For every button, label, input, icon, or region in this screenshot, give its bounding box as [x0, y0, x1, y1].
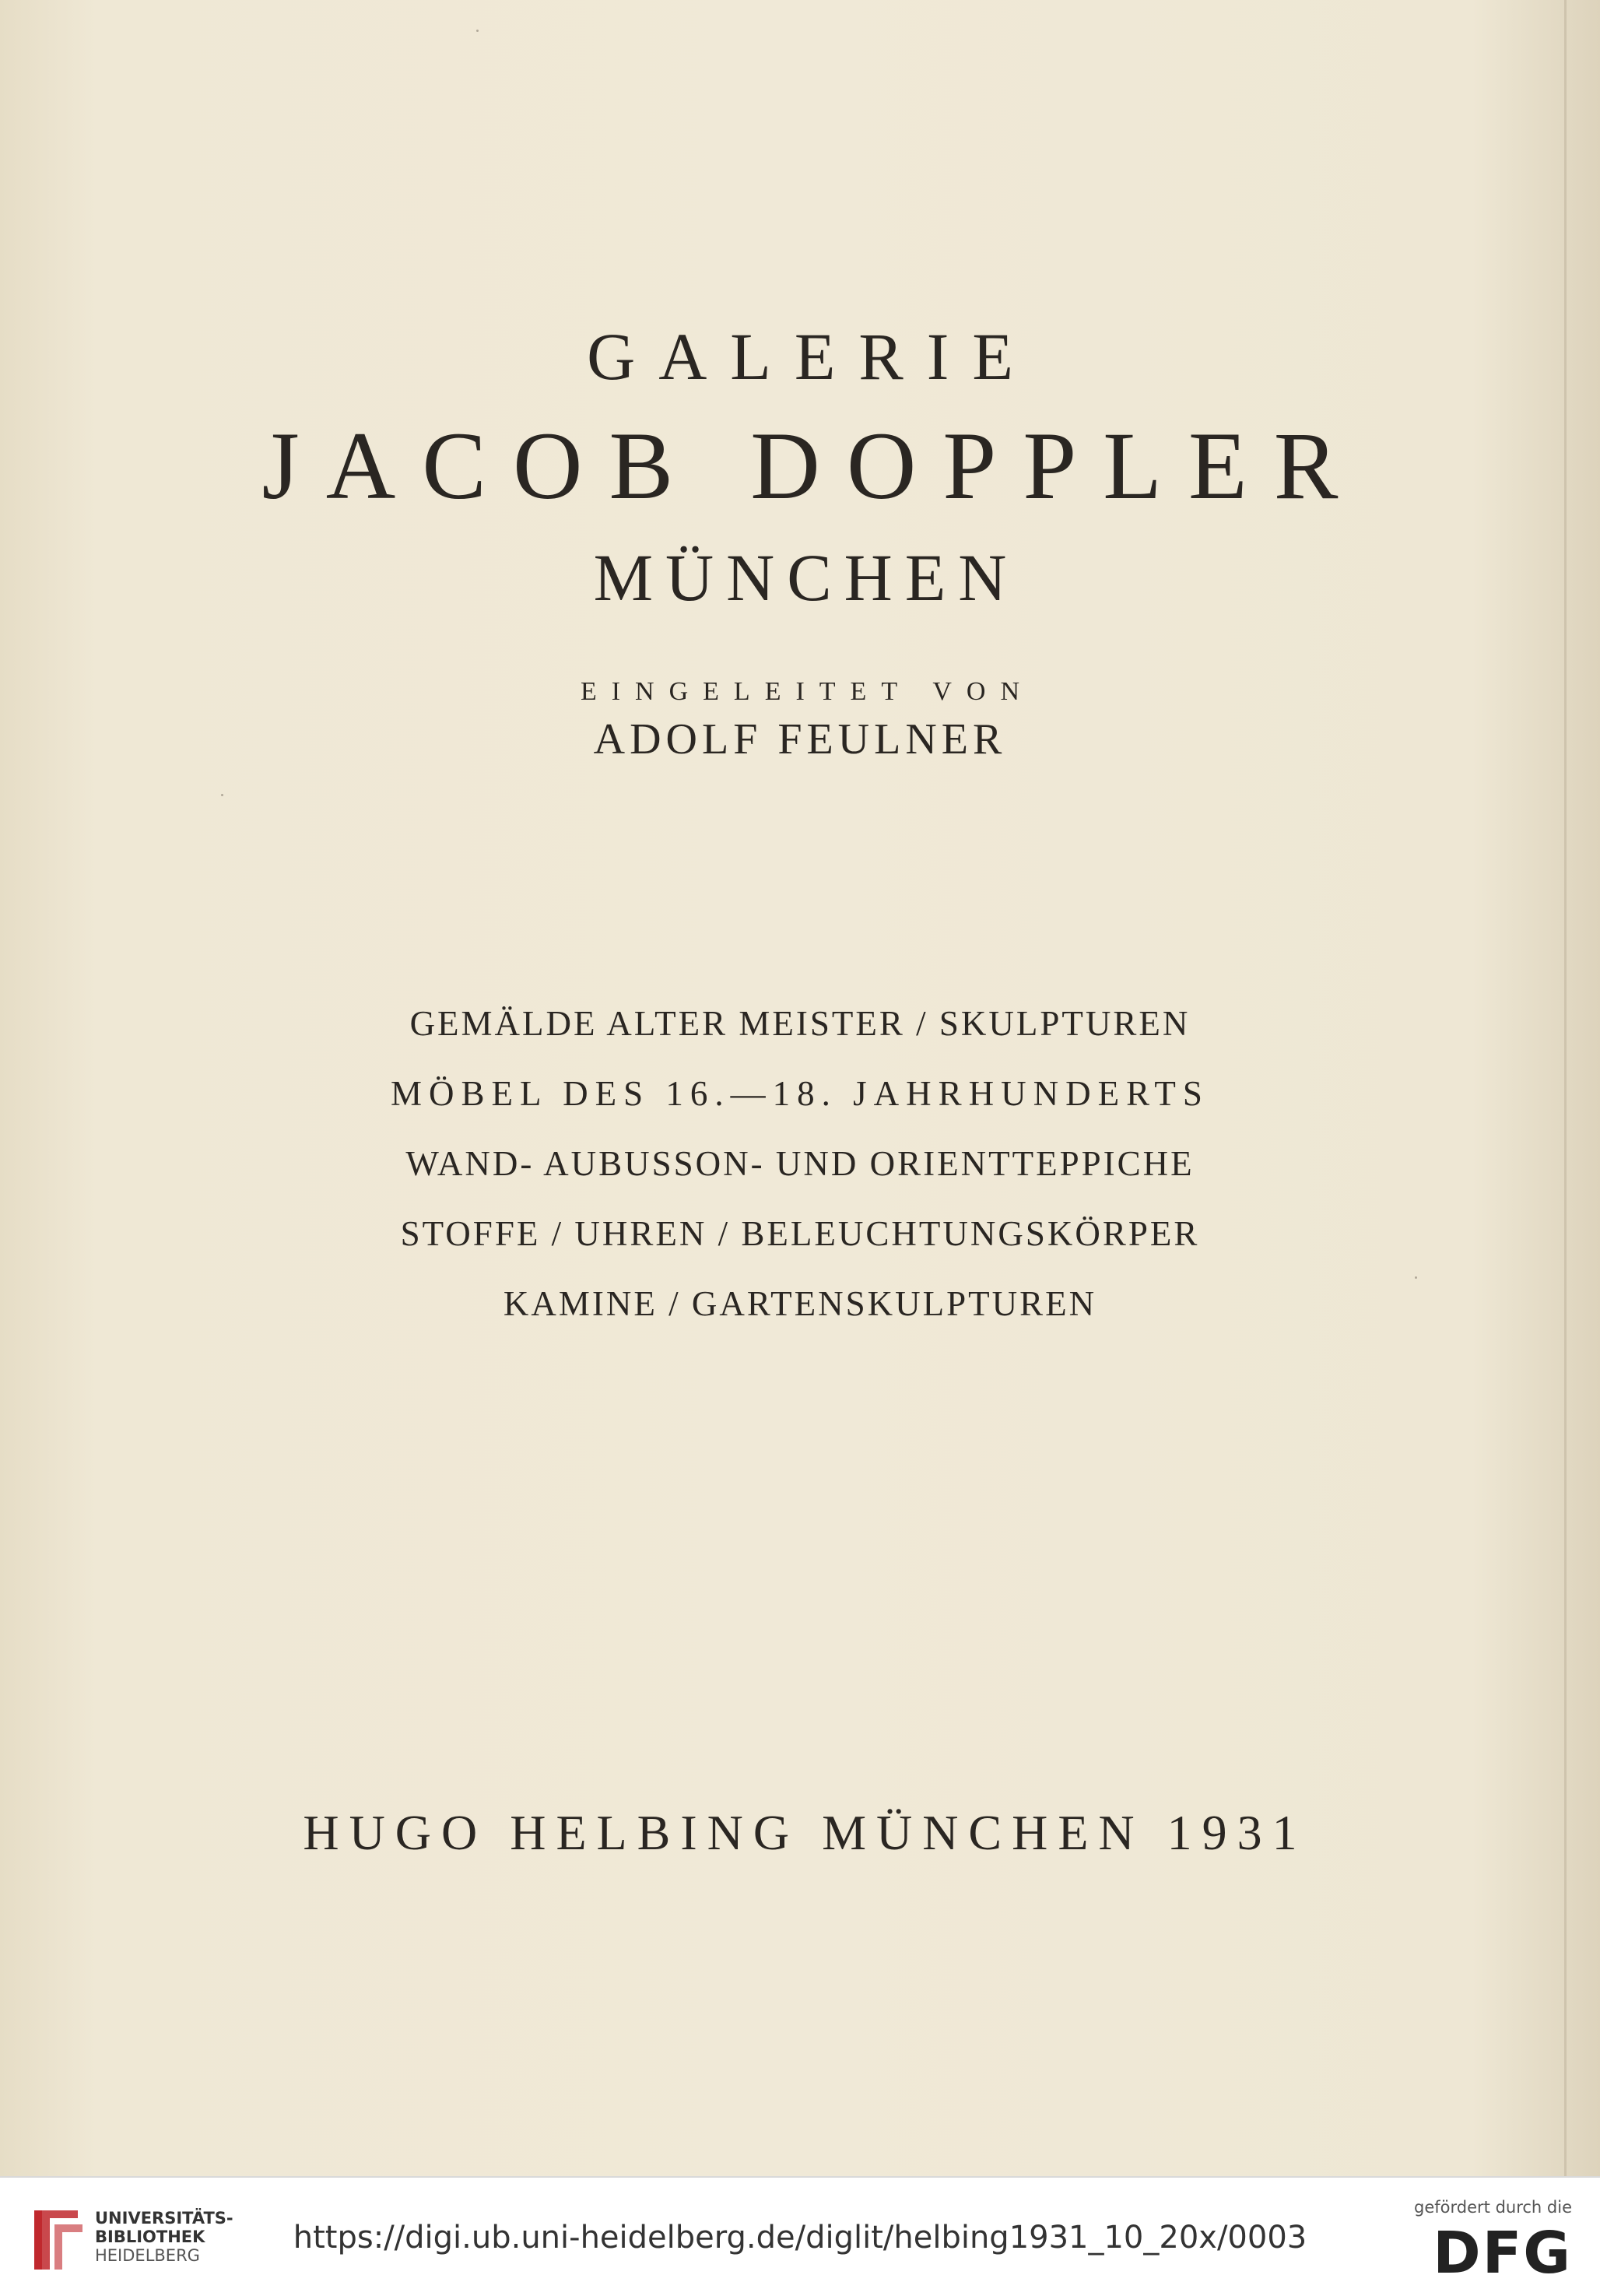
- contents-list: [0, 988, 1600, 1339]
- contents-line: KAMINE / GARTENSKULPTUREN: [503, 1284, 1097, 1323]
- dfg-logo-icon[interactable]: [1416, 2224, 1572, 2279]
- contents-line: MÖBEL DES 16.—18. JAHRHUNDERTS: [391, 1074, 1209, 1113]
- heading-city: MÜNCHEN: [593, 540, 1019, 615]
- paper-speck: [476, 30, 479, 32]
- publisher-imprint: HUGO HELBING MÜNCHEN 1931: [303, 1805, 1307, 1860]
- viewer-footer: [0, 2176, 1600, 2296]
- library-name-line: HEIDELBERG: [95, 2246, 200, 2265]
- funding-label: gefördert durch die: [1414, 2198, 1572, 2217]
- contents-line: WAND- AUBUSSON- UND ORIENTTEPPICHE: [405, 1144, 1195, 1183]
- heading-galerie: GALERIE: [587, 319, 1037, 394]
- funder-name: DFG: [1433, 2224, 1572, 2279]
- library-name-line: BIBLIOTHEK: [95, 2228, 205, 2246]
- introduction-label: EINGELEITET VON: [580, 677, 1035, 706]
- heading-gallery-name: JACOB DOPPLER: [261, 413, 1365, 519]
- library-name-line: UNIVERSITÄTS-: [95, 2209, 233, 2228]
- paper-speck: [221, 794, 223, 796]
- permalink-url[interactable]: https://digi.ub.uni-heidelberg.de/diglit/helbing1931_10_20x/0003: [293, 2220, 1307, 2256]
- contents-line: GEMÄLDE ALTER MEISTER / SKULPTUREN: [409, 1004, 1191, 1043]
- contents-line: STOFFE / UHREN / BELEUCHTUNGSKÖRPER: [400, 1214, 1200, 1253]
- author-name: ADOLF FEULNER: [593, 715, 1007, 764]
